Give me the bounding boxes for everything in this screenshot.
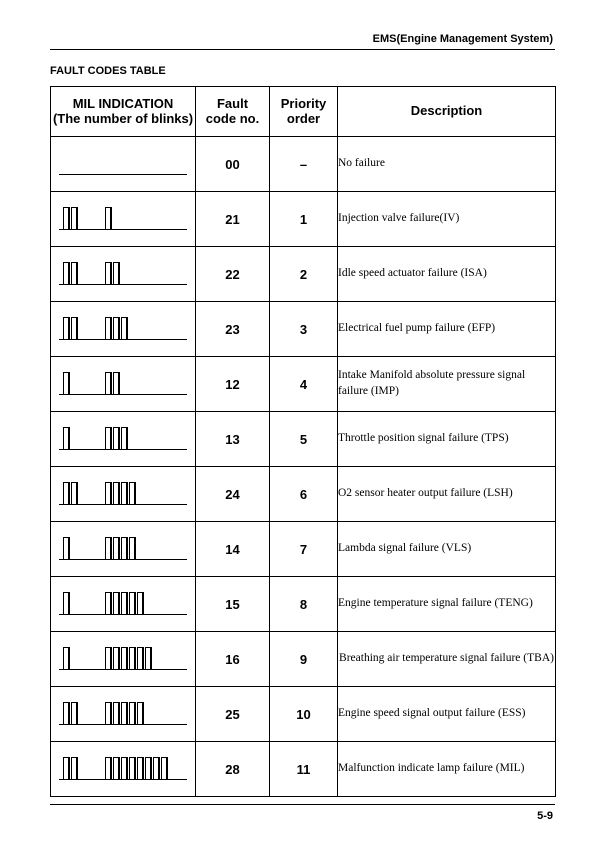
description-cell: Lambda signal failure (VLS): [338, 522, 556, 577]
blink-pulse: [145, 647, 152, 669]
blink-group-units: [105, 592, 144, 614]
table-body: [51, 137, 556, 797]
blink-group-tens: [63, 427, 70, 449]
blink-pulse: [113, 757, 120, 779]
blink-pulse: [63, 647, 70, 669]
blink-group-tens: [63, 592, 70, 614]
blink-pulse: [71, 262, 78, 284]
blink-pattern: [59, 702, 187, 725]
mil-indication-cell: [51, 192, 196, 247]
blink-pulse: [105, 592, 112, 614]
priority-header-line1: Priority: [280, 95, 327, 111]
blink-pulse: [71, 317, 78, 339]
blink-group-units: [105, 647, 152, 669]
blink-group-tens: [63, 372, 70, 394]
blink-pulse: [121, 317, 128, 339]
table-row: [51, 522, 556, 577]
blink-group-units: [105, 207, 112, 229]
blink-pulse: [137, 647, 144, 669]
blink-group-units: [105, 702, 144, 724]
blink-pulse: [121, 702, 128, 724]
mil-indication-cell: [51, 467, 196, 522]
mil-header-line1: MIL INDICATION: [72, 95, 174, 111]
table-row: [51, 742, 556, 797]
priority-cell: 7: [270, 522, 338, 577]
blink-pulse: [137, 702, 144, 724]
mil-indication-cell: [51, 357, 196, 412]
blink-pulse: [63, 372, 70, 394]
priority-cell: 11: [270, 742, 338, 797]
table-row: [51, 137, 556, 192]
blink-pulse: [71, 702, 78, 724]
blink-pulse: [113, 482, 120, 504]
blink-pattern: [59, 372, 187, 395]
priority-cell: 4: [270, 357, 338, 412]
mil-indication-cell: [51, 137, 196, 192]
fault-codes-table: [50, 86, 556, 797]
blink-pulse: [153, 757, 160, 779]
mil-indication-cell: [51, 687, 196, 742]
fault-code-cell: 21: [196, 192, 270, 247]
fault-code-cell: 13: [196, 412, 270, 467]
blink-group-tens: [63, 482, 78, 504]
fault-code-cell: 12: [196, 357, 270, 412]
blink-pattern: [59, 427, 187, 450]
description-cell: No failure: [338, 137, 556, 192]
blink-pulse: [113, 427, 120, 449]
blink-group-tens: [63, 702, 78, 724]
description-cell: O2 sensor heater output failure (LSH): [338, 467, 556, 522]
description-cell: Injection valve failure(IV): [338, 192, 556, 247]
description-cell: Electrical fuel pump failure (EFP): [338, 302, 556, 357]
blink-pulse: [137, 757, 144, 779]
blink-pulse: [105, 482, 112, 504]
fault-code-cell: 16: [196, 632, 270, 687]
blink-pulse: [121, 647, 128, 669]
description-cell: Throttle position signal failure (TPS): [338, 412, 556, 467]
footer-divider: [50, 804, 555, 805]
blink-pulse: [63, 702, 70, 724]
document-header-title: EMS(Engine Management System): [372, 33, 553, 45]
blink-pulse: [71, 482, 78, 504]
priority-cell: 9: [270, 632, 338, 687]
description-cell: Engine speed signal output failure (ESS): [338, 687, 556, 742]
description-cell: Intake Manifold absolute pressure signal failure (IMP): [338, 357, 556, 412]
blink-pulse: [113, 317, 120, 339]
column-header-mil-indication: [51, 87, 196, 137]
blink-group-units: [105, 262, 120, 284]
blink-pulse: [113, 372, 120, 394]
table-row: [51, 687, 556, 742]
column-header-description: Description: [338, 87, 556, 137]
column-header-fault-code: [196, 87, 270, 137]
description-cell: Malfunction indicate lamp failure (MIL): [338, 742, 556, 797]
fault-code-cell: 23: [196, 302, 270, 357]
blink-pulse: [129, 592, 136, 614]
mil-indication-cell: [51, 302, 196, 357]
blink-pattern: [59, 262, 187, 285]
blink-pulse: [121, 592, 128, 614]
blink-pulse: [63, 262, 70, 284]
blink-pulse: [105, 372, 112, 394]
blink-pulse: [105, 427, 112, 449]
blink-pulse: [161, 757, 168, 779]
priority-cell: –: [270, 137, 338, 192]
blink-group-tens: [63, 262, 78, 284]
blink-pattern: [59, 152, 187, 175]
blink-group-tens: [63, 537, 70, 559]
blink-pattern: [59, 537, 187, 560]
blink-pulse: [105, 262, 112, 284]
blink-group-units: [105, 482, 136, 504]
table-row: [51, 577, 556, 632]
blink-pulse: [113, 262, 120, 284]
blink-pulse: [121, 537, 128, 559]
blink-pulse: [63, 427, 70, 449]
fault-code-cell: 14: [196, 522, 270, 577]
blink-pattern: [59, 207, 187, 230]
blink-pulse: [63, 317, 70, 339]
blink-pulse: [113, 647, 120, 669]
blink-pulse: [129, 537, 136, 559]
blink-pulse: [145, 757, 152, 779]
blink-group-tens: [63, 757, 78, 779]
blink-pulse: [63, 757, 70, 779]
fault-code-cell: 15: [196, 577, 270, 632]
mil-indication-cell: [51, 577, 196, 632]
table-row: [51, 632, 556, 687]
blink-pulse: [71, 757, 78, 779]
priority-cell: 2: [270, 247, 338, 302]
mil-indication-cell: [51, 522, 196, 577]
description-cell: Engine temperature signal failure (TENG): [338, 577, 556, 632]
blink-pulse: [121, 757, 128, 779]
fault-code-cell: 28: [196, 742, 270, 797]
table-row: [51, 357, 556, 412]
blink-group-units: [105, 757, 168, 779]
description-cell: Idle speed actuator failure (ISA): [338, 247, 556, 302]
blink-group-units: [105, 317, 128, 339]
mil-indication-cell: [51, 632, 196, 687]
mil-header-line2: (The number of blinks): [52, 110, 194, 126]
blink-group-tens: [63, 317, 78, 339]
blink-group-units: [105, 372, 120, 394]
table-header-row: [51, 87, 556, 137]
blink-pulse: [113, 537, 120, 559]
blink-pattern: [59, 482, 187, 505]
description-cell: Breathing air temperature signal failure (TBA): [338, 632, 556, 687]
blink-pulse: [63, 482, 70, 504]
blink-group-tens: [63, 207, 78, 229]
blink-pulse: [105, 757, 112, 779]
blink-pattern: [59, 757, 187, 780]
priority-cell: 1: [270, 192, 338, 247]
blink-group-tens: [63, 647, 70, 669]
blink-pulse: [121, 427, 128, 449]
blink-pattern: [59, 592, 187, 615]
page-number: 5-9: [537, 810, 553, 822]
column-header-priority: [270, 87, 338, 137]
table-row: [51, 302, 556, 357]
blink-group-units: [105, 427, 128, 449]
table-row: [51, 467, 556, 522]
blink-pulse: [137, 592, 144, 614]
blink-pulse: [63, 592, 70, 614]
blink-pulse: [121, 482, 128, 504]
blink-pulse: [105, 317, 112, 339]
fault-code-cell: 25: [196, 687, 270, 742]
priority-cell: 5: [270, 412, 338, 467]
mil-indication-cell: [51, 412, 196, 467]
fault-code-cell: 00: [196, 137, 270, 192]
table-row: [51, 412, 556, 467]
blink-pulse: [113, 592, 120, 614]
blink-pulse: [129, 702, 136, 724]
blink-pulse: [129, 482, 136, 504]
priority-cell: 6: [270, 467, 338, 522]
blink-pulse: [63, 537, 70, 559]
blink-pulse: [63, 207, 70, 229]
fault-code-cell: 24: [196, 467, 270, 522]
priority-cell: 10: [270, 687, 338, 742]
mil-indication-cell: [51, 247, 196, 302]
mil-indication-cell: [51, 742, 196, 797]
priority-cell: 8: [270, 577, 338, 632]
code-header-line1: Fault: [216, 95, 249, 111]
priority-header-line2: order: [286, 110, 321, 126]
fault-code-cell: 22: [196, 247, 270, 302]
blink-pattern: [59, 317, 187, 340]
blink-pulse: [105, 537, 112, 559]
blink-pulse: [105, 207, 112, 229]
blink-pulse: [105, 702, 112, 724]
blink-pulse: [105, 647, 112, 669]
blink-pulse: [129, 647, 136, 669]
table-row: [51, 192, 556, 247]
table-row: [51, 247, 556, 302]
blink-pulse: [113, 702, 120, 724]
section-title: FAULT CODES TABLE: [50, 65, 166, 77]
blink-pulse: [129, 757, 136, 779]
blink-pulse: [71, 207, 78, 229]
blink-pattern: [59, 647, 187, 670]
header-divider: [50, 49, 555, 50]
blink-group-units: [105, 537, 136, 559]
code-header-line2: code no.: [205, 110, 260, 126]
priority-cell: 3: [270, 302, 338, 357]
